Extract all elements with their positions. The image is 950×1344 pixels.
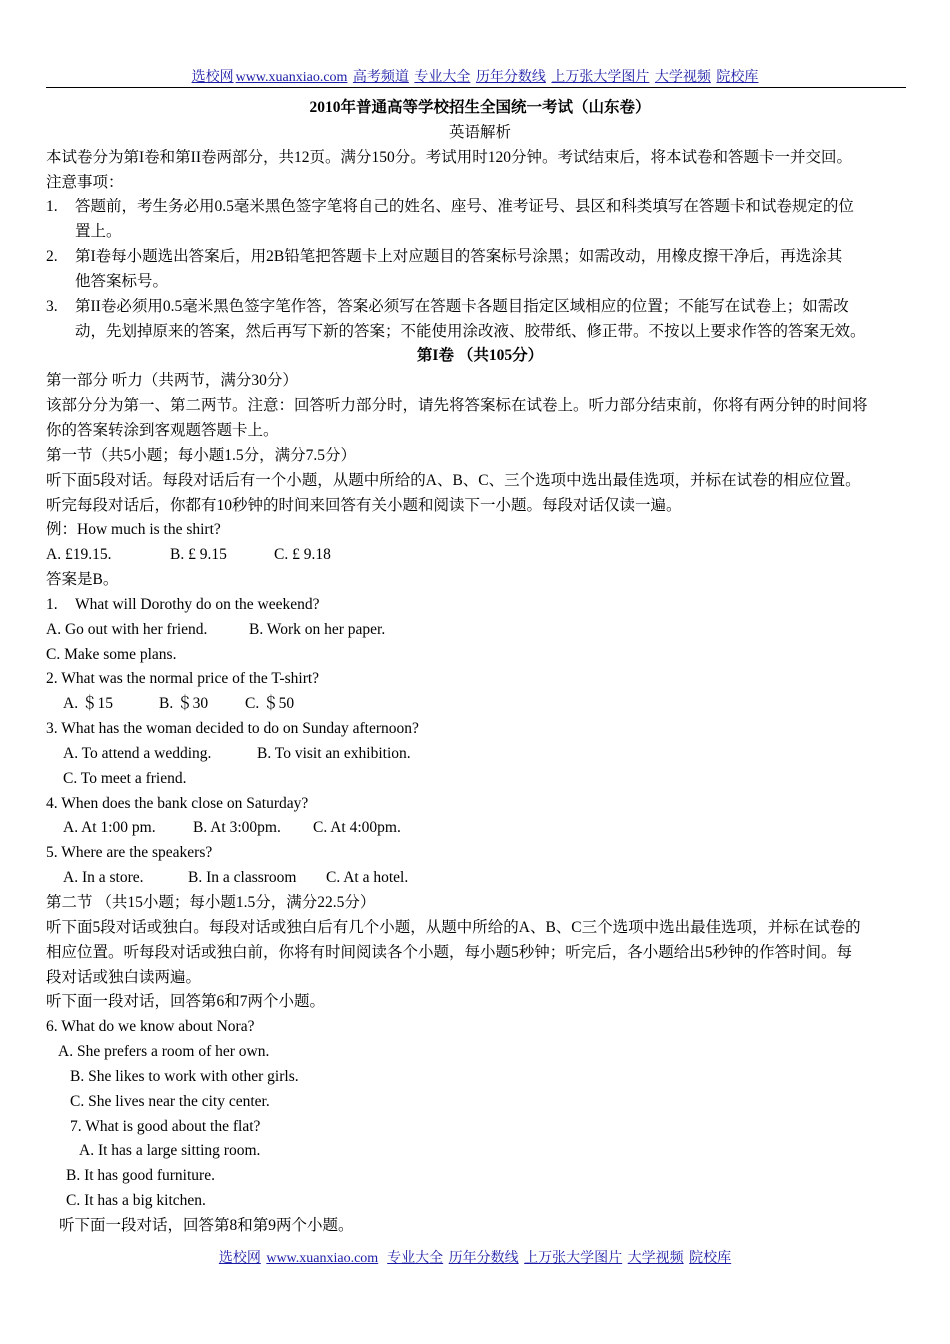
notice-num: 1. (46, 198, 58, 216)
question-num: 1. (46, 595, 58, 613)
option-b: B. £ 9.15 (170, 546, 227, 564)
example-options (46, 543, 914, 568)
option-a: A. In a store. (63, 869, 144, 887)
part-desc: 该部分分为第一、第二两节。注意：回答听力部分时，请先将答案标在试卷上。听力部分结束前，你将有两分钟的时间将 (46, 397, 868, 415)
option-c: C. It has a big kitchen. (66, 1192, 206, 1210)
header-link-photos[interactable]: 上万张大学图片 (551, 70, 650, 85)
question-1-options (46, 618, 914, 643)
question-5: 5. Where are the speakers? (46, 844, 213, 862)
option-b: B. ＄30 (159, 695, 209, 713)
header-link-videos[interactable]: 大学视频 (654, 70, 711, 85)
notice-text: 第II卷必须用0.5毫米黑色签字笔作答，答案必须写在答题卡各题目指定区域相应的位置；不能写在试卷上；如需改 (75, 297, 849, 315)
notice-num: 3. (46, 297, 58, 315)
notice-item (46, 195, 914, 220)
section-desc: 听下面5段对话或独白。每段对话或独白后有几个小题，从题中所给的A、B、C三个选项中选出最佳选项，并标在试卷的 (46, 918, 861, 936)
option-a: A. She prefers a room of her own. (58, 1043, 270, 1061)
section-desc: 听下面5段对话。每段对话后有一个小题，从题中所给的A、B、C、三个选项中选出最佳选项，并标在试卷的相应位置。 (46, 471, 861, 489)
footer-link-site[interactable]: www.xuanxiao.com (266, 1251, 379, 1266)
footer-links (0, 1247, 950, 1267)
option-b: B. In a classroom (188, 869, 297, 887)
part-desc: 你的答案转涂到客观题答题卡上。 (46, 421, 279, 439)
footer-link-scores[interactable]: 历年分数线 (448, 1251, 519, 1266)
part-heading: 第一部分 听力（共两节，满分30分） (46, 372, 298, 390)
option-b: B. To visit an exhibition. (257, 744, 411, 762)
notice-item (46, 245, 914, 270)
header-link-scores[interactable]: 历年分数线 (475, 70, 546, 85)
option-b: B. She likes to work with other girls. (70, 1067, 299, 1085)
option-c: C. £ 9.18 (274, 546, 331, 564)
notice-text-cont: 置上。 (75, 223, 122, 241)
footer-link-majors[interactable]: 专业大全 (387, 1251, 444, 1266)
notice-item (46, 295, 914, 320)
notice-text: 答题前，考生务必用0.5毫米黑色签字笔将自己的姓名、座号、准考证号、县区和科类填写在答题卡和试卷规定的位 (75, 198, 854, 216)
footer-link-photos[interactable]: 上万张大学图片 (524, 1251, 623, 1266)
header-links (0, 66, 950, 86)
footer-link-schools[interactable]: 院校库 (689, 1251, 732, 1266)
option-a: A. To attend a wedding. (63, 744, 212, 762)
example-answer: 答案是B。 (46, 571, 119, 589)
notice-text-cont: 他答案标号。 (75, 272, 169, 290)
dialogue-instruction: 听下面一段对话，回答第6和7两个小题。 (46, 993, 326, 1011)
example-question: 例：How much is the shirt? (46, 521, 221, 539)
option-c: C. At a hotel. (326, 869, 409, 887)
option-c: C. To meet a friend. (63, 769, 187, 787)
option-a: A. ＄15 (63, 695, 113, 713)
question-4-options (46, 816, 914, 841)
option-c: C. Make some plans. (46, 645, 177, 663)
header-link-schools[interactable]: 院校库 (716, 70, 759, 85)
header-link-site[interactable]: www.xuanxiao.com (235, 70, 348, 85)
question-5-options (46, 866, 914, 891)
header-divider (46, 87, 906, 88)
question-6: 6. What do we know about Nora? (46, 1018, 255, 1036)
document-body (46, 96, 914, 1239)
question-1 (46, 593, 914, 618)
notice-label: 注意事项： (46, 173, 124, 191)
question-4: 4. When does the bank close on Saturday? (46, 794, 309, 812)
page-subtitle: 英语解析 (448, 123, 511, 141)
question-7: 7. What is good about the flat? (70, 1117, 261, 1135)
option-c: C. She lives near the city center. (70, 1092, 270, 1110)
footer-link-xuanxiao[interactable]: 选校网 (218, 1251, 261, 1266)
question-3-options (46, 742, 914, 767)
section-heading: 第一节（共5小题；每小题1.5分，满分7.5分） (46, 446, 357, 464)
notice-text: 第I卷每小题选出答案后，用2B铅笔把答题卡上对应题目的答案标号涂黑；如需改动，用橡皮擦干净后，再选涂其 (75, 248, 843, 266)
option-b: B. At 3:00pm. (193, 819, 281, 837)
option-a: A. Go out with her friend. (46, 620, 208, 638)
section-heading: 第二节 （共15小题；每小题1.5分，满分22.5分） (46, 894, 376, 911)
question-2: 2. What was the normal price of the T-shirt? (46, 670, 320, 688)
dialogue-instruction: 听下面一段对话，回答第8和第9两个小题。 (59, 1216, 354, 1234)
page-title: 2010年普通高等学校招生全国统一考试（山东卷） (309, 99, 651, 116)
option-a: A. At 1:00 pm. (63, 819, 156, 837)
header-link-majors[interactable]: 专业大全 (414, 70, 471, 85)
question-text: What will Dorothy do on the weekend? (75, 595, 320, 613)
option-c: C. ＄50 (245, 695, 295, 713)
header-link-gaokao[interactable]: 高考频道 (352, 70, 409, 85)
question-3: 3. What has the woman decided to do on Sunday afternoon? (46, 720, 419, 738)
notice-num: 2. (46, 248, 58, 266)
volume-heading: 第I卷 （共105分） (416, 347, 544, 365)
option-b: B. Work on her paper. (249, 620, 386, 638)
option-c: C. At 4:00pm. (313, 819, 401, 837)
section-desc: 相应位置。听每段对话或独白前，你将有时间阅读各个小题，每小题5秒钟；听完后，各小题给出5秒钟的作答时间。每 (46, 943, 853, 961)
section-desc: 听完每段对话后，你都有10秒钟的时间来回答有关小题和阅读下一小题。每段对话仅读一遍。 (46, 496, 682, 514)
intro-text: 本试卷分为第I卷和第II卷两部分，共12页。满分150分。考试用时120分钟。考试结束后，将本试卷和答题卡一并交回。 (46, 148, 852, 166)
option-a: A. £19.15. (46, 546, 112, 564)
option-b: B. It has good furniture. (66, 1167, 215, 1185)
notice-text-cont: 动，先划掉原来的答案，然后再写下新的答案；不能使用涂改液、胶带纸、修正带。不按以上要求作答的答案无效。 (75, 322, 866, 340)
question-2-options (46, 692, 914, 717)
section-desc: 段对话或独白读两遍。 (46, 968, 202, 986)
header-link-xuanxiao[interactable]: 选校网 (191, 70, 234, 85)
option-a: A. It has a large sitting room. (79, 1142, 261, 1160)
footer-link-videos[interactable]: 大学视频 (627, 1251, 684, 1266)
